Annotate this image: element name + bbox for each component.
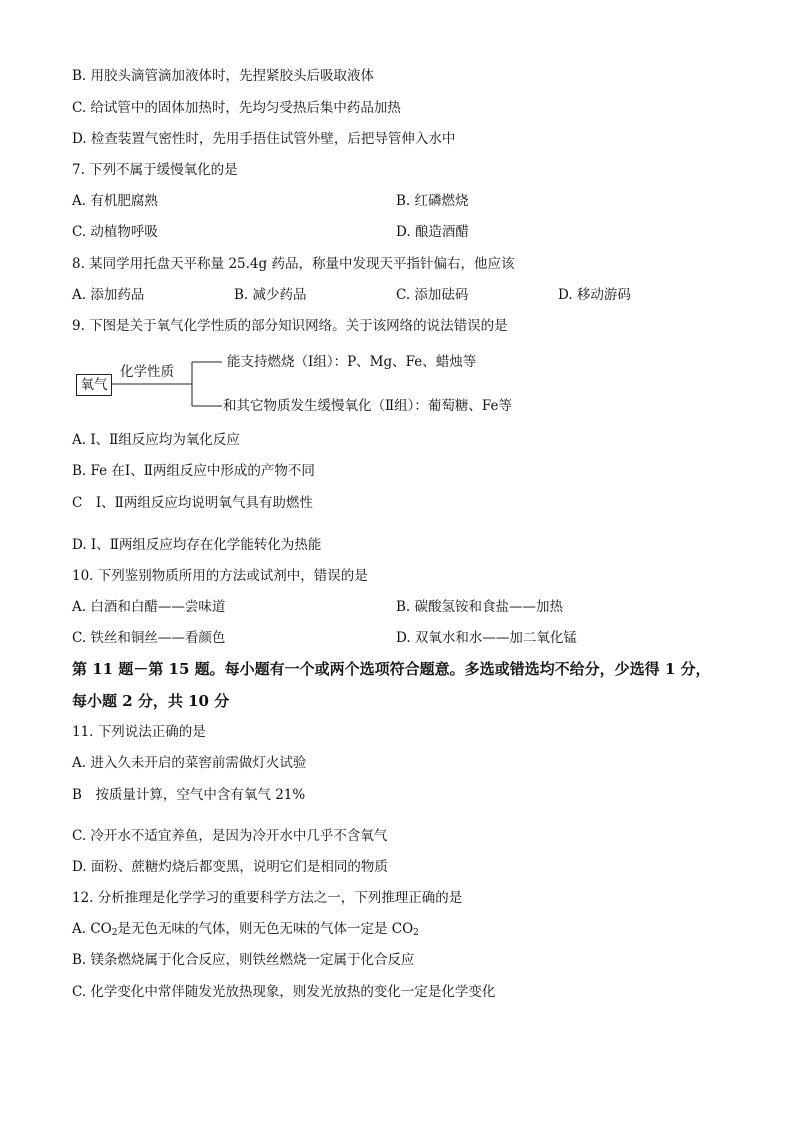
section-instructions-line-2: 每小题 2 分，共 10 分 <box>72 692 230 710</box>
q7-option-d: D. 酿造酒醋 <box>396 224 469 240</box>
q12-option-b: B. 镁条燃烧属于化合反应，则铁丝燃烧一定属于化合反应 <box>72 952 415 968</box>
q11-option-d: D. 面粉、蔗糖灼烧后都变黑，说明它们是相同的物质 <box>72 859 388 875</box>
q7-option-a: A. 有机肥腐熟 <box>72 193 158 209</box>
q7-option-b: B. 红磷燃烧 <box>396 193 469 209</box>
q6-option-d: D. 检查装置气密性时，先用手捂住试管外壁，后把导管伸入水中 <box>72 131 456 147</box>
q11-option-c: C. 冷开水不适宜养鱼，是因为冷开水中几乎不含氧气 <box>72 828 388 844</box>
q8-option-a: A. 添加药品 <box>72 287 145 303</box>
q11-option-a: A. 进入久未开启的菜窖前需做灯火试验 <box>72 755 307 771</box>
q10-option-d: D. 双氧水和水——加二氧化锰 <box>396 630 577 646</box>
q7-option-c: C. 动植物呼吸 <box>72 224 158 240</box>
q9-option-d: D. Ⅰ、Ⅱ两组反应均存在化学能转化为热能 <box>72 537 322 553</box>
q9-option-b: B. Fe 在Ⅰ、Ⅱ两组反应中形成的产物不同 <box>72 463 315 479</box>
diagram-property-label: 化学性质 <box>120 364 174 380</box>
q12a-subscript-1: 2 <box>111 928 118 938</box>
q8-option-d: D. 移动游码 <box>558 287 631 303</box>
q12-option-c: C. 化学变化中常伴随发光放热现象，则发光放热的变化一定是化学变化 <box>72 984 496 1000</box>
question-8: 8. 某同学用托盘天平称量 25.4g 药品，称量中发现天平指针偏右，他应该 <box>72 256 515 272</box>
q9-option-a: A. Ⅰ、Ⅱ组反应均为氧化反应 <box>72 432 240 448</box>
q11-option-b: B 按质量计算，空气中含有氧气 21% <box>72 787 306 803</box>
q9-option-c: C Ⅰ、Ⅱ两组反应均说明氧气具有助燃性 <box>72 495 313 511</box>
diagram-branch-2: 和其它物质发生缓慢氧化（Ⅱ组）：葡萄糖、Fe等 <box>223 398 513 414</box>
q6-option-b: B. 用胶头滴管滴加液体时，先捏紧胶头后吸取液体 <box>72 68 375 84</box>
q10-option-b: B. 碳酸氢铵和食盐——加热 <box>396 599 564 615</box>
question-7: 7. 下列不属于缓慢氧化的是 <box>72 162 238 178</box>
q12a-prefix: A. CO <box>72 921 112 937</box>
q12a-middle: 是无色无味的气体，则无色无味的气体一定是 CO <box>117 921 414 937</box>
q10-option-a: A. 白酒和白醋——尝味道 <box>72 599 226 615</box>
diagram-branch-1: 能支持燃烧（Ⅰ组）：P、Mg、Fe、蜡烛等 <box>227 354 477 370</box>
q12-option-a <box>72 920 419 942</box>
question-10: 10. 下列鉴别物质所用的方法或试剂中，错误的是 <box>72 568 368 584</box>
question-12: 12. 分析推理是化学学习的重要科学方法之一，下列推理正确的是 <box>72 890 463 906</box>
question-9: 9. 下图是关于氧气化学性质的部分知识网络。关于该网络的说法错误的是 <box>72 318 508 334</box>
q12a-subscript-2: 2 <box>413 928 419 938</box>
question-11: 11. 下列说法正确的是 <box>72 724 206 740</box>
q6-option-c: C. 给试管中的固体加热时，先均匀受热后集中药品加热 <box>72 100 401 116</box>
q8-option-c: C. 添加砝码 <box>396 287 469 303</box>
section-instructions-line-1: 第 11 题－第 15 题。每小题有一个或两个选项符合题意。多选或错选均不给分，少选得 1 分， <box>72 660 711 678</box>
diagram-root-oxygen: 氧气 <box>76 374 112 396</box>
q10-option-c: C. 铁丝和铜丝——看颜色 <box>72 630 226 646</box>
q8-option-b: B. 减少药品 <box>234 287 307 303</box>
